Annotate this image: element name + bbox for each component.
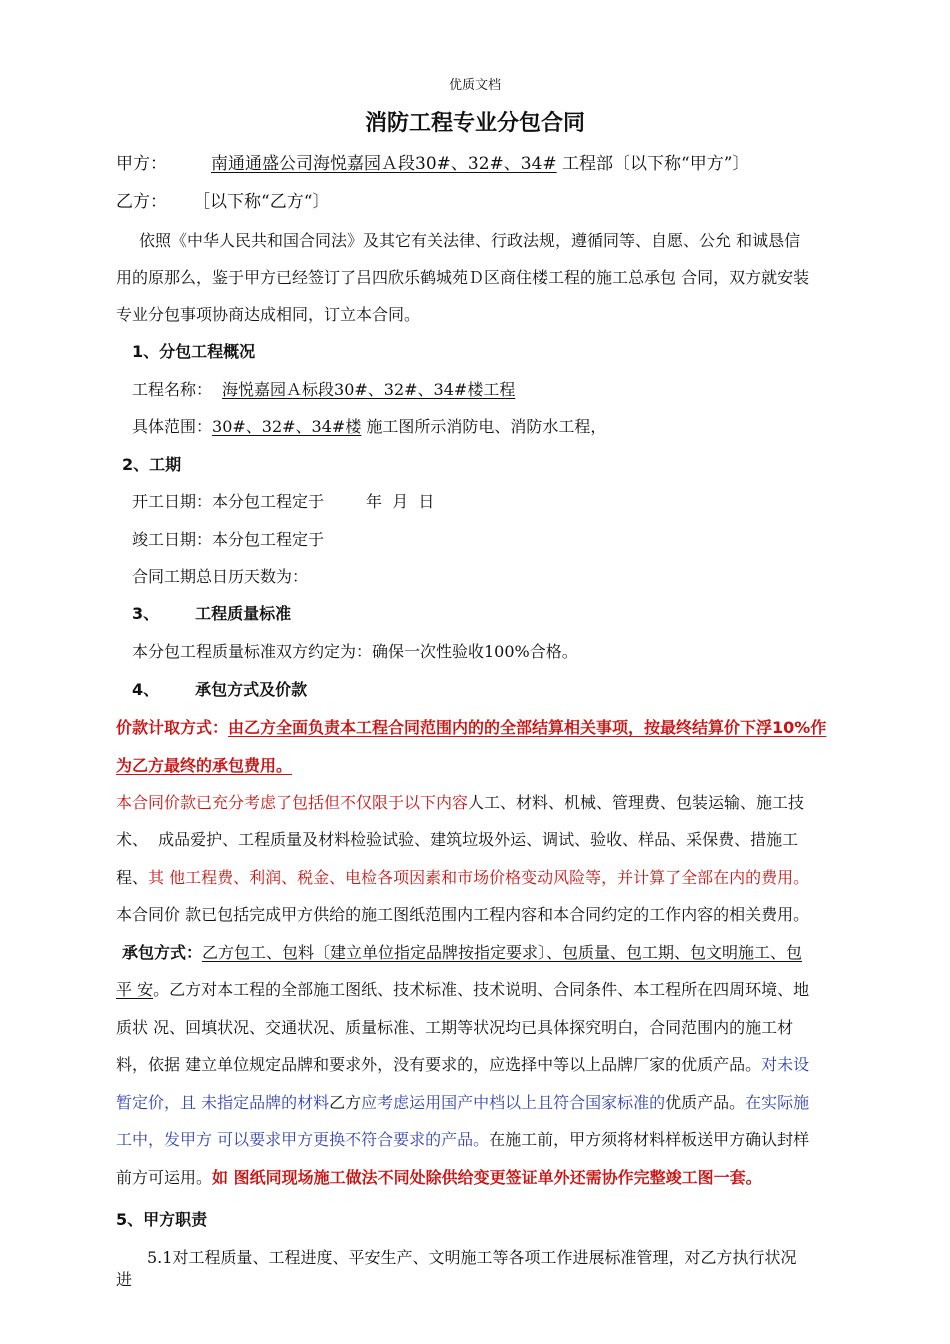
- item-5-1-line-2: 进: [116, 1270, 133, 1289]
- price-scope-line-3-red: 其 他工程费、利润、税金、电检各项因素和市场价格变动风险等，并计算了全部在内的费用。: [148, 868, 810, 887]
- section-4-heading: [132, 680, 307, 700]
- party-b-label: 乙方：: [116, 192, 167, 212]
- contract-mode-line-6: [116, 1130, 809, 1150]
- party-a-line: [116, 154, 749, 174]
- section-5-heading: 5、甲方职责: [116, 1210, 208, 1229]
- party-a-suffix: 工程部〔以下称“甲方”〕: [562, 154, 750, 174]
- scope-label: 具体范围：: [132, 417, 213, 436]
- party-a-label: 甲方：: [116, 154, 167, 174]
- contract-mode-line-7-red: 如 图纸同现场施工做法不同处除供给变更签证单外还需协作完整竣工图一套。: [212, 1168, 762, 1187]
- document-title: 消防工程专业分包合同: [364, 111, 585, 136]
- intro-line-1: 依照《中华人民共和国合同法》及其它有关法律、行政法规，遵循同等、自愿、公允 和诚恳信: [139, 231, 801, 250]
- item-5-1-line-1: 5.1对工程质量、工程进度、平安生产、文明施工等各项工作进展标准管理，对乙方执行状况: [147, 1248, 797, 1267]
- price-scope-red: 本合同价款已充分考虑了包括但不仅限于以下内容: [116, 793, 469, 812]
- section-2-heading: 2、工期: [122, 455, 182, 474]
- intro-line-3: 专业分包事项协商达成相同，订立本合同。: [116, 305, 421, 324]
- party-a-name: 南通通盛公司海悦嘉园Ａ段30#、32#、34#: [211, 154, 557, 174]
- section-4-title: 承包方式及价款: [195, 680, 308, 699]
- scope-value: 30#、32#、34#楼: [212, 417, 362, 436]
- contract-mode-line-7: [116, 1168, 762, 1188]
- project-name-label: 工程名称：: [132, 380, 213, 399]
- contract-mode-line-2-rest: 。乙方对本工程的全部施工图纸、技术标准、技术说明、合同条件、本工程所在四周环境、地: [153, 980, 810, 999]
- contract-mode-line-5: [116, 1093, 809, 1113]
- start-date-line: [132, 492, 434, 512]
- intro-line-2: 用的原那么，鉴于甲方已经签订了吕四欣乐鹤城苑Ｄ区商住楼工程的施工总承包 合同，双方就安装: [116, 268, 810, 287]
- start-date-blank: 年 月 日: [366, 492, 435, 511]
- price-scope-black: 人工、材料、机械、管理费、包装运输、施工技: [468, 793, 805, 812]
- contract-mode-line-4-black: 料，依据 建立单位规定品牌和要求外，没有要求的，应选择中等以上品牌厂家的优质产品。: [116, 1055, 762, 1074]
- page-header: 优质文档: [448, 78, 501, 93]
- section-3-number: 3、: [132, 604, 160, 623]
- price-method-line-2: 为乙方最终的承包费用。: [116, 756, 293, 775]
- contract-mode-label: 承包方式：: [122, 943, 203, 962]
- contract-mode-line-6-blue: 工中，发甲方 可以要求甲方更换不符合要求的产品。: [116, 1130, 490, 1149]
- contract-mode-line-4-blue: 对未设: [761, 1055, 810, 1074]
- price-scope-line-2: 术、 成品爱护、工程质量及材料检验试验、建筑垃圾外运、调试、验收、样品、采保费、措施工: [116, 830, 799, 849]
- start-date-label: 开工日期：本分包工程定于: [132, 492, 325, 511]
- contract-mode-line-5-blue-3: 在实际施: [745, 1093, 810, 1112]
- project-name-value: 海悦嘉园Ａ标段30#、32#、34#楼工程: [222, 380, 516, 399]
- contract-mode-underlined: 平 安: [116, 980, 154, 999]
- section-3-title: 工程质量标准: [195, 604, 292, 623]
- contract-mode-line-5-black-2: 优质产品。: [665, 1093, 746, 1112]
- contract-mode-line-2: [116, 980, 809, 1000]
- price-method-text: 由乙方全面负责本工程合同范围内的的全部结算相关事项，按最终结算价下浮10%作: [228, 718, 827, 737]
- section-1-heading: 1、分包工程概况: [132, 342, 256, 361]
- scope-rest: 施工图所示消防电、消防水工程，: [366, 417, 607, 436]
- price-scope-line-3-black: 程、: [116, 868, 149, 887]
- quality-standard-text: 本分包工程质量标准双方约定为：确保一次性验收100%合格。: [132, 642, 578, 661]
- contract-mode-line-6-black: 在施工前，甲方须将材料样板送甲方确认封样: [489, 1130, 810, 1149]
- section-3-heading: [132, 604, 291, 624]
- contract-mode-line-7-black: 前方可运用。: [116, 1168, 213, 1187]
- contract-mode-line-5-blue-1: 暂定价，且 未指定品牌的材料: [116, 1093, 330, 1112]
- contract-mode-line-1: [122, 943, 802, 963]
- project-name-line: [132, 380, 515, 400]
- contract-mode-text: 乙方包工、包料〔建立单位指定品牌按指定要求〕、包质量、包工期、包文明施工、包: [202, 943, 803, 962]
- section-4-number: 4、: [132, 680, 160, 699]
- contract-mode-line-5-black-1: 乙方: [329, 1093, 362, 1112]
- contract-mode-line-5-blue-2: 应考虑运用国产中档以上且符合国家标准的: [361, 1093, 666, 1112]
- end-date-line: 竣工日期：本分包工程定于: [132, 530, 325, 549]
- contract-mode-line-3: 质状 况、回填状况、交通状况、质量标准、工期等状况均已具体探究明白，合同范围内的施工材: [116, 1018, 794, 1037]
- price-scope-line-1: [116, 793, 804, 813]
- total-days-line: 合同工期总日历天数为：: [132, 567, 309, 586]
- price-scope-line-4: 本合同价 款已包括完成甲方供给的施工图纸范围内工程内容和本合同约定的工作内容的相关费用。: [116, 905, 810, 924]
- party-b-suffix: ［以下称“乙方“〕: [193, 192, 330, 212]
- party-b-line: [116, 192, 329, 212]
- price-scope-line-3: [116, 868, 809, 888]
- scope-line: [132, 417, 606, 437]
- contract-mode-line-4: [116, 1055, 809, 1075]
- price-method-label: 价款计取方式：: [116, 718, 229, 737]
- price-method-line-1: [116, 718, 826, 738]
